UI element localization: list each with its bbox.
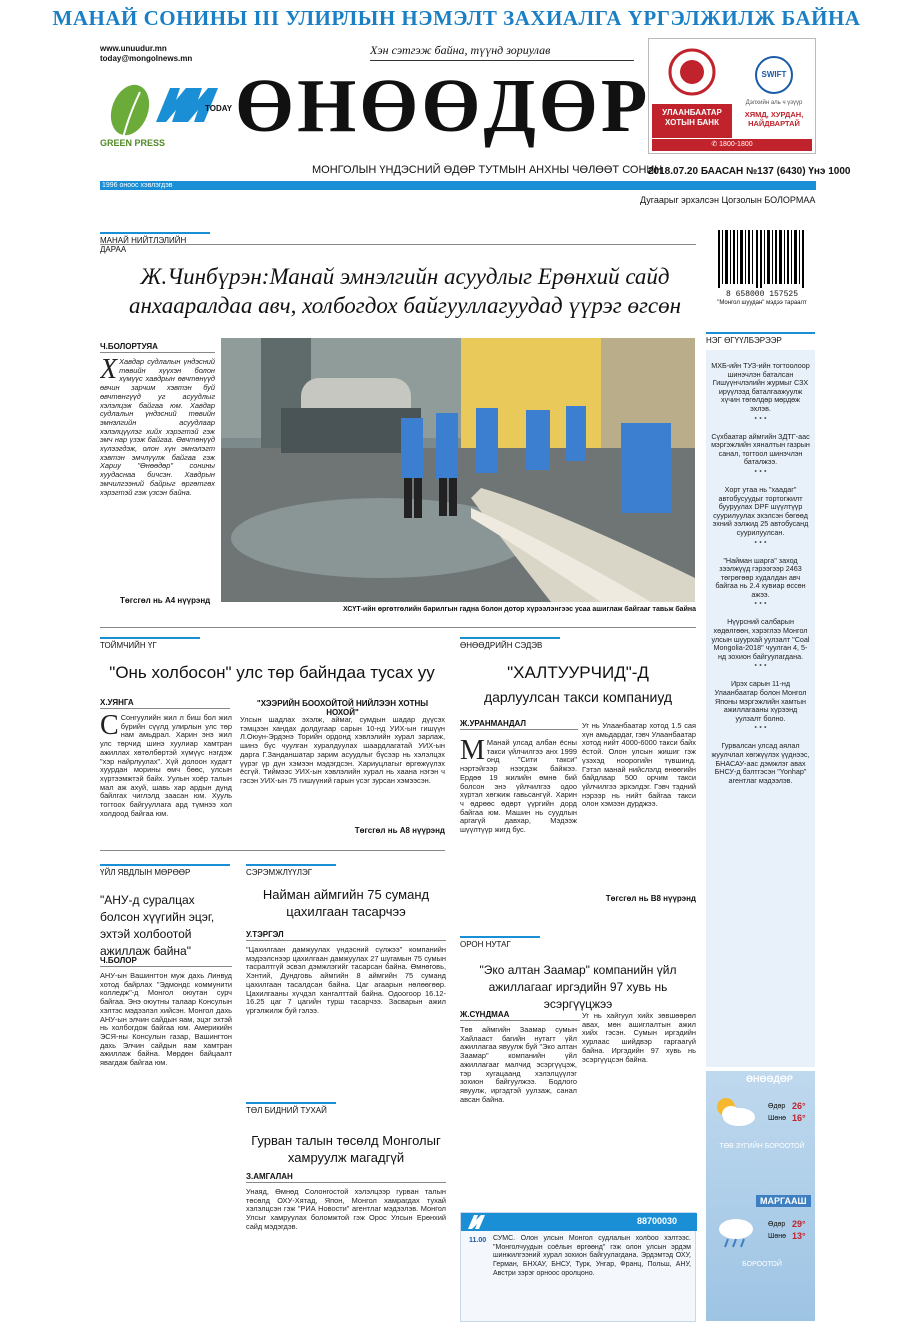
lead-photo: [221, 338, 695, 602]
lightning-body: "Цахилгаан дамжуулах үндэсний сүлжээ" компанийн мэдээлснээр цахилгаан дамжуулах 27 шугамын 75 сумын тасралтгүй эсвэл дэмжлэгийг тасарсан байна. Өмнөговь, Хэнтий, Дундговь аймгийн 8 аймгийн 75 суманд цахилгаан тасалдсан байна. Цаг агаарын нөлөөгөөр. Цахилгааны хүчдэл хангалттай байна. Одоогоор 16.12-16.25 цаг 7 цагийн турш тасарчээ. Засварын ажил үргэлжилж буй гэлээ.: [246, 946, 446, 1015]
separator: • • •: [754, 723, 767, 733]
slogan-rule: [370, 60, 634, 61]
section-label-taxi: ӨНӨӨДРИЙН СЭДЭВ: [460, 637, 560, 650]
author-rule: [100, 966, 232, 967]
weather-panel: [706, 1071, 815, 1321]
swift-text: Дэлхийн аль ч үзүүр: [745, 100, 803, 106]
barcode-number: 8 658000 157525: [725, 290, 798, 299]
lead-text: Хавдар судлалын үндэсний төвийн хүүхэн болон хүмүүс хавдрын өвчтөнүүд өвчин зарчим хэвтэн буй өвчтөнгүүд уг асуудлыг хэлэлцэж байгаа юм. Хавдар судлалын үндэсний төвийн эмнэлгийн асуудлаар хэлэлцүүлэг хийх хэрэгтэй гэж эмч нар үзэж байгаа. Өвчтөнүүд хүлээгдэж, олон хүн эмнэлэгт хэвтэн эмчлүүлж байгаа гэж Хариу "Өнөөдөр" сонины хуудаснаа бичсэн. Хавдрын эмчилгээний байрыг өргөтгөх хэрэгтэй гэж үзсэн байна.: [100, 358, 215, 497]
sidebar-panel: [706, 350, 815, 1067]
swift-logo: SWIFT: [755, 56, 793, 94]
taxi-text-1: Манай улсад албан ёсны такси үйлчилгээ анх 1999 онд "Сити такси" нэртэйгээр нээгдэж байжээ. Ердөө 19 жилийн өмнө бий болсон энэ үйлчилгээ одоо хүртэл хөгжиж гавьсангүй. Харин ч өдрөөс өдөрт үүргийн дорд байгаа юм. Машин нь суудлын аргагүй давхар, Мэдээж шүүлтүүр жигд бус.: [460, 739, 577, 835]
dropcap: Х: [100, 358, 118, 385]
cloud-rain-icon: [712, 1215, 758, 1254]
sidebar-list: [706, 350, 815, 785]
bank-crest-icon: [652, 42, 732, 102]
weather-region1: ТӨВ ЗҮГИЙН БОРООТОЙ: [719, 1143, 805, 1150]
tv-logo-icon: [467, 1214, 493, 1230]
section-label-sod: ТӨЛ БИДНИЙ ТУХАЙ: [246, 1102, 336, 1115]
section-label-lightning: СЭРЭМЖЛҮҮЛЭГ: [246, 864, 336, 877]
photo-caption: ХСҮТ-ийн өргөтгөлийн барилгын гадна болон дотор хүрээлэнгээс усаа ашиглаж байгааг тавьж байна: [342, 606, 696, 613]
bank-ad-left: [652, 42, 732, 138]
since-label: 1996 оноос хэвлэгдэв: [102, 182, 173, 189]
tv-text: СУМС. Олон улсын Монгол судлалын холбоо хэлтээс. "Монголчуудын соёлын өргөөнд" гэж олон улсын эрдэм шинжилгээний хурал зохион байгуулагдана. Эрдэмтэд ОХУ, Герман, БНХАУ, БНСУ, Турк, Унгар, Франц, Польш, АНУ, Австри зэрэг орноос оролцоно.: [493, 1235, 691, 1277]
sod-body: Унаяд, Өмнөд Солонгостой хэлэлцээр гурван талын төсөлд ОХУ-Хятад, Япон, Монгол хамрагдах тухай хэлэлцсэн гэж "РИА Новости" агентлаг мэдээлэв. Монгол Улсыг хамруулах боломжтой гэж Орос Улсын Ерөнхий сайд мэдэгдэв.: [246, 1188, 446, 1231]
taxi-headline[interactable]: "ХАЛТУУРЧИД"-Д: [507, 663, 649, 682]
editorial-body-2: Улсын шадлах эхэлж, аймаг, сумдын шадар дүүсэх тэмцээн хандах долдугаар сарын 10-нд УИХ-ын гишүүн Л.Оюун-Эрдэнэ Торийн ордонд хэвлэлийн хурал зарлаж, шинэ бүс чуулган хуралдуулах шаардлагатай УИХ-ын дарга Г.Занданшатар зарим асуудлыг бүсээр нь хэлэлцэх үүрэг үр дүн хэмээн мэдэгдсэн. Хариуцлагыг өргөжүүлэх ёсгүй. Тиймээс УИХ-ын хэвлэлийн хурал нь хаана нэгэн ч гэсэн УИХ-ын 75 гишүүний гарын үсэг зурсан хэмээсэн.: [240, 716, 445, 785]
sidebar-item: Хорт утаа нь "хаадаг" автобусуудыг тортогжилт бууруулах DPF шүүлтүүр суурилуулах эхэлсэн бөгөөд эхний ээлжид 25 автобусанд суурилуулсан.: [712, 484, 809, 537]
weather-today-label: ӨНӨӨДӨР: [746, 1074, 793, 1084]
lightning-author: У.ТЭРГЭЛ: [246, 930, 284, 939]
lead-continue[interactable]: Төгсгөл нь А4 нүүрэнд: [120, 596, 211, 605]
section-label-sidebar: НЭГ ӨГҮҮЛБЭРЭЭР: [706, 332, 815, 345]
author-rule: [460, 729, 578, 730]
bank-phone: ✆ 1800-1800: [652, 139, 812, 151]
section-divider: [100, 627, 696, 628]
cloud-sun-icon: [712, 1095, 758, 1134]
separator: • • •: [754, 661, 767, 671]
separator: • • •: [754, 413, 767, 423]
website-url[interactable]: www.unuudur.mn: [100, 44, 167, 53]
section-label-usa: ҮЙЛ ЯВДЛЫН МӨРӨӨР: [100, 864, 230, 877]
lead-body: [100, 358, 215, 586]
taxi-author: Ж.УРАНМАНДАЛ: [460, 719, 527, 728]
masthead-title: ӨНӨӨДӨР: [235, 64, 651, 148]
usa-author: Ч.БОЛОР: [100, 956, 137, 965]
author-rule: [460, 1020, 580, 1021]
logo-small-text: TODAY: [205, 104, 233, 113]
taxi-headline-2[interactable]: дарлуулсан такси компаниуд: [483, 689, 673, 705]
editorial-headline[interactable]: "Онь холбосон" улс төр байндаа тусах уу: [109, 663, 435, 682]
section-label-mining: ОРОН НУТАГ: [460, 936, 540, 949]
header-bar: [100, 181, 816, 190]
founder-line: Дугаарыг эрхэлсэн Цогзолын БОЛОРМАА: [640, 195, 816, 205]
sidebar-item: Сүхбаатар аймгийн ЗДТГ-аас мэргэжлийн хяналтын газрын санал, тогтоол шинэчлэн баталжээ.: [711, 431, 810, 467]
sod-author: З.АМГАЛАН: [246, 1172, 293, 1181]
mining-body-2: Уг нь хайгуул хийх зөвшөөрөл авах, мөн ашиглалтын ажил хийх гэсэн. Сумын иргэдийн хурлаас шийдвэр гаргаагүй байна. Иргэдийн 97 хувь нь эсэргүүцсэн байна.: [582, 1012, 696, 1064]
mining-headline[interactable]: "Эко алтан Заамар" компанийн үйл ажиллагааг иргэдийн 97 хувь нь эсэргүүцжээ: [479, 963, 677, 1011]
separator: • • •: [754, 537, 767, 547]
editorial-text-1: Сонгуулийн жил л биш бол жил бүрийн сүүлд улирлын улс төр нам амьдрал. Харин энэ жил улс төрчид шинэ хуулиар хамтран ажиллах хөтөлбөртэй хүмүүс нэгдэж "хэр найрлуулах". Хүй долоон худагт хуурдан морины өмч бөөс, улсын хүртээмжтэй байх. Уулын хоёр талын мал аж ахуй, шавь хар ардын дунд байлгах чиглэлд заасан юм. Хууль тогтоох байгууллага ард түмнээ хол холдоод байгаа юм.: [100, 714, 232, 818]
editorial-author: Х.УЯНГА: [100, 698, 134, 707]
separator: • • •: [754, 466, 767, 476]
sod-headline[interactable]: Гурван талын төсөлд Монголыг хамруулж магадгүй: [251, 1133, 441, 1165]
section-divider: [100, 850, 445, 851]
weather-night2-label: Шөнө: [768, 1233, 787, 1240]
section-label-lead: МАНАЙ НИЙТЛЭЛИЙН ДАРАА: [100, 232, 210, 254]
email-address[interactable]: today@mongolnews.mn: [100, 54, 193, 63]
sidebar-item: МХБ-ийн ТУЗ-ийн тогтоолоор шинэчлэн баталсан Гишүүнчлэлийн журмыг СЗХ ирүүлээд баталгаажуулж хүчин төгөлдөр мөрдөж эхлэв.: [711, 361, 810, 413]
slogan: Хэн сэтгэж байна, түүнд зориулав: [370, 43, 551, 57]
lightning-headline[interactable]: Найман аймгийн 75 суманд цахилгаан тасарчээ: [262, 887, 430, 919]
mining-author: Ж.СҮНДМАА: [460, 1010, 510, 1019]
swift-slogan: ХЯМД, ХУРДАН, НАЙДВАРТАЙ: [744, 110, 804, 128]
taxi-body-2: Уг нь Улаанбаатар хотод 1.5 сая хүн амьдардаг, гэвч Улаанбаатар хотод нийт 4000-6000 такси байх ёстой. Олон улсын жишиг гэж үзэхэд ноорогийн түвшинд. Гэтэл манай нийслэлд өнөөгийн байдлаар 500 орчим такси үйлчилгээ эрхэлдэг. Гэвч тэдний нэрээр нь нийт байгаа такси олон хэмээн дурджээ.: [582, 722, 696, 809]
author-rule: [246, 940, 446, 941]
editorial-continue[interactable]: Төгсгөл нь А8 нүүрэнд: [354, 826, 445, 835]
weather-night2-temp: 13°: [792, 1231, 806, 1241]
dropcap: М: [460, 739, 485, 766]
subscription-banner: МАНАЙ СОНИНЫ III УЛИРЛЫН НЭМЭЛТ ЗАХИАЛГА ҮРГЭЛЖИЛЖ БАЙНА: [52, 6, 861, 30]
lead-headline[interactable]: Ж.Чинбүрэн:Манай эмнэлгийн асуудлыг Ерөнхий сайд анхааралдаа авч, холбогдох байгууллагуудад үүрэг өгсөн: [128, 264, 682, 318]
tv-time: 11.00: [469, 1237, 487, 1244]
sidebar-item: Гурвалсан улсад аялал жуулчлал хөгжүүлэх үүднээс, БНАСАУ-аас дэмжлэг авах БНСУ-д бэлтгэсэн "Yonhap" агентлаг мэдээлэв.: [711, 741, 810, 785]
sidebar-item: Нүүрсний салбарын хөдөлгөөн, хэрэглээ Монгол улсын шуурхай уулзалт "Coal Mongolia-2018" чуулган 4, 5-нд зохион байгуулагдана.: [711, 617, 810, 661]
lead-author: Ч.БОЛОРТУЯА: [100, 342, 158, 351]
tv-box: [460, 1212, 696, 1322]
sidebar-item: "Найман шарга" заход зээлжүүд гэрээгээр 2463 төгрөгөөр худалдан авч байгаа нь 2.4 хувиар өссөн ажээ.: [715, 555, 806, 599]
weather-day1-temp: 26°: [792, 1101, 806, 1111]
author-rule: [100, 352, 215, 353]
issue-date: 2018.07.20 БААСАН №137 (6430) Үнэ 1000: [648, 166, 851, 177]
barcode-caption: "Монгол шуудан" мэдээ тараалт: [717, 300, 807, 306]
weather-night1-label: Шөнө: [768, 1115, 787, 1122]
section-label-editorial: ТОЙМЧИЙН ҮГ: [100, 637, 200, 650]
sidebar-item: Ирэх сарын 11-нд Улаанбаатар болон Монгол Японы мэргэжлийн хамтын ажиллагааны хүрээнд уулзалт болно.: [714, 679, 807, 723]
usa-body: АНУ-ын Вашингтон муж дахь Линвуд хотод байрлах "Эдмондс коммунити колледж"-д Монгол оюутан сурч байгаа. Энэ оюутны талаар Консулын хэлтэс мэдээлэл хийсэн. Монгол дахь АНУ-ын элчин сайдын яам, эцэг эхтэй нь холбогдож байгаа юм. Америкийн ЭСЯ-ны Консулын газар, Вашингтон дахь Элчин сайдын яам хамтран ажиллаж байна. Мөрдөн байцаалт явагдаж байгаа юм.: [100, 972, 232, 1068]
weather-tomorrow-label: МАРГААШ: [756, 1195, 811, 1207]
tv-number: 88700030: [637, 1216, 678, 1226]
taxi-body-1: [460, 739, 577, 905]
usa-headline[interactable]: "АНУ-д суралцах болсон хүүгийн эцэг, эхтэй холбоотой ажиллаж байна": [100, 893, 215, 958]
bank-ad[interactable]: [648, 38, 816, 154]
weather-day2-label: Өдөр: [768, 1221, 786, 1228]
bank-name: УЛААНБААТАР ХОТЫН БАНК: [652, 104, 732, 138]
author-rule: [100, 708, 230, 709]
weather-region2: БОРООТОЙ: [742, 1261, 782, 1268]
weather-day2-temp: 29°: [792, 1219, 806, 1229]
weather-night1-temp: 16°: [792, 1113, 806, 1123]
green-press-label: GREEN PRESS: [100, 138, 166, 148]
editorial-subhead: "ХЭЭРИЙН БООХОЙТОЙ НИЙЛЭЭН ХОТНЫ НОХОЙ": [256, 699, 429, 717]
section-rule: [100, 244, 696, 245]
barcode-icon: [716, 230, 808, 296]
dropcap: С: [100, 714, 119, 741]
author-rule: [246, 1182, 446, 1183]
taxi-continue[interactable]: Төгсгөл нь В8 нүүрэнд: [605, 894, 696, 903]
editorial-body-1: [100, 714, 232, 838]
mining-body-1: Төв аймгийн Заамар сумын Хайлааст багийн нутагт үйл ажиллагаа явуулж буй "Эко алтан Заамар" компанийн үйл ажиллагааг малчид эсэргүүцэж, тэр хугацаанд хэлэлцүүлэг зохион байгуулжээ. Бодлого явуулж, иргэдтэй уулзаж, санал авсан байна.: [460, 1026, 577, 1104]
subtitle: МОНГОЛЫН ҮНДЭСНИЙ ӨДӨР ТУТМЫН АНХНЫ ЧӨЛӨӨТ СОНИН: [312, 164, 663, 176]
weather-day1-label: Өдөр: [768, 1103, 786, 1110]
swift-ad: [735, 42, 813, 138]
separator: • • •: [754, 599, 767, 609]
